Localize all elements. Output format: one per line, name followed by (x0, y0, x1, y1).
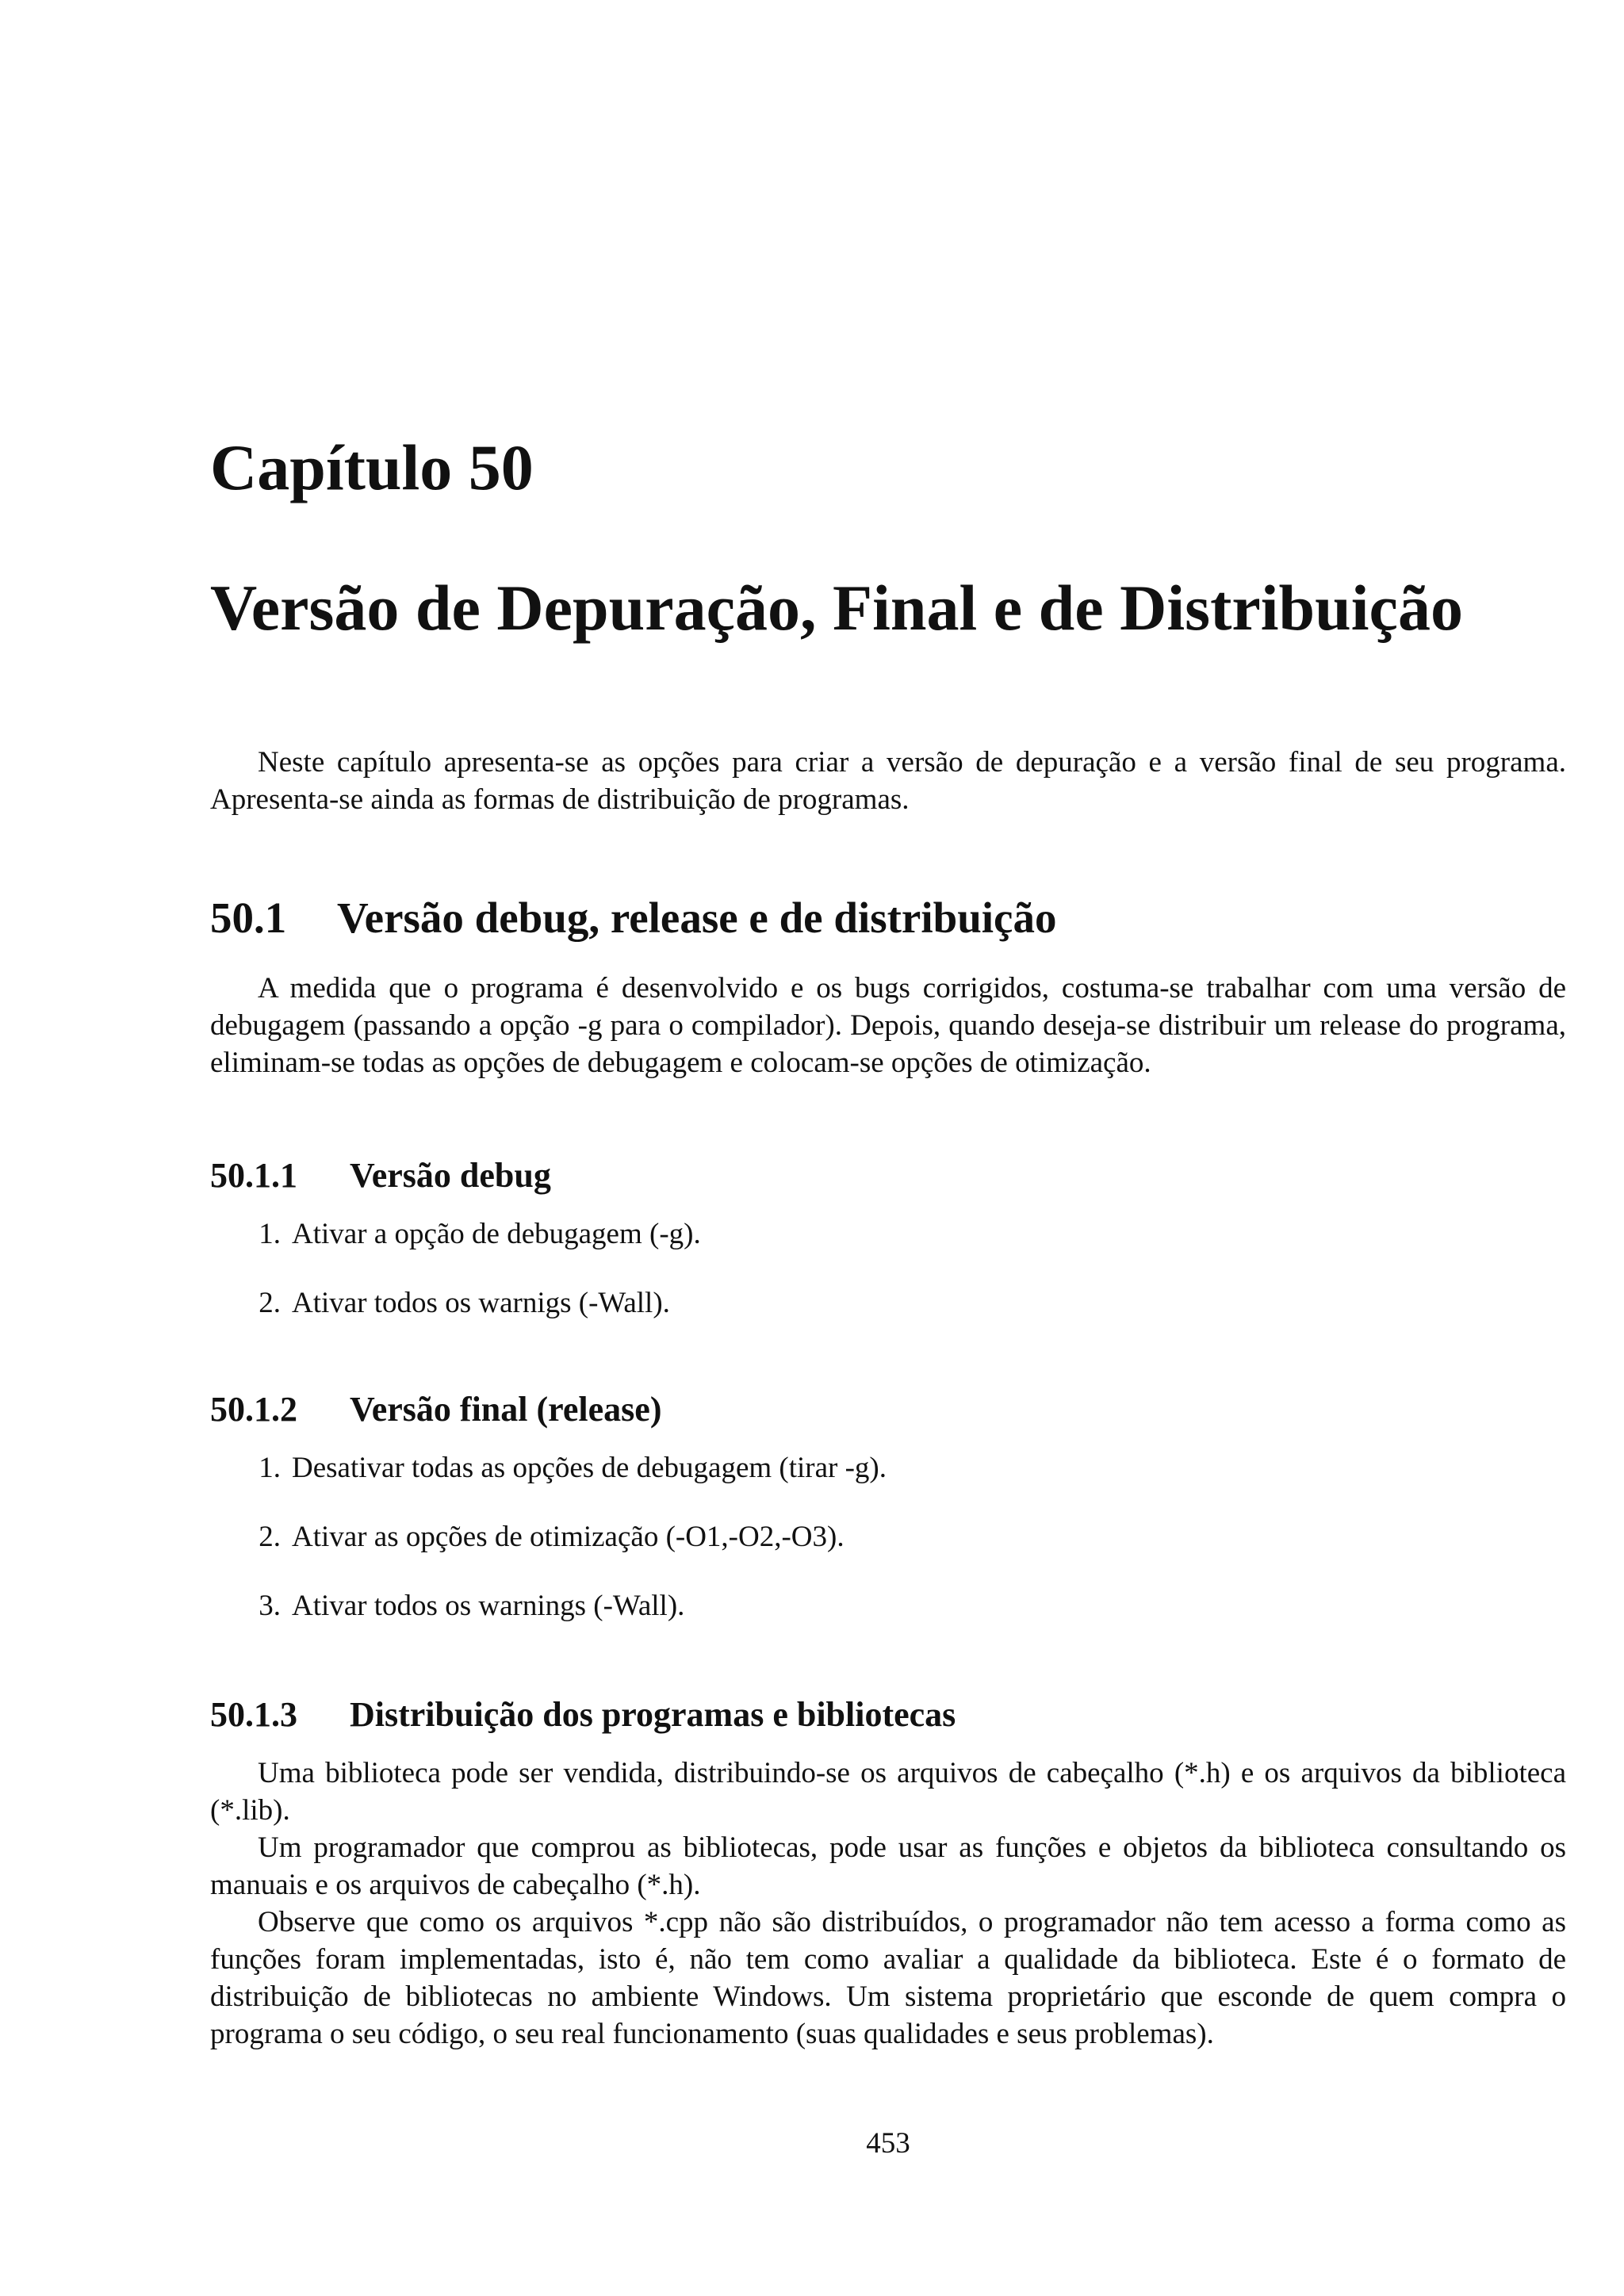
section-50-1 (210, 894, 1566, 1081)
section-title: Versão debug, release e de distribuição (337, 894, 1057, 942)
list-item-number: 2. (259, 1520, 281, 1553)
section-heading (210, 894, 1566, 943)
list-item (210, 1587, 1566, 1624)
subsection-title: Distribuição dos programas e bibliotecas (350, 1695, 956, 1734)
list-item-text: Ativar todos os warnigs (-Wall). (292, 1286, 670, 1319)
chapter-label: Capítulo 50 (210, 431, 534, 503)
subsection-50-1-3 (210, 1695, 1566, 2053)
chapter-intro (210, 744, 1566, 818)
list-item (210, 1284, 1566, 1322)
list-item (210, 1215, 1566, 1253)
subsection-heading (210, 1390, 1566, 1430)
subsection-50-1-1 (210, 1156, 1566, 1353)
list-item-number: 1. (259, 1451, 281, 1484)
subsection-heading (210, 1695, 1566, 1735)
numbered-list (210, 1449, 1566, 1624)
list-item (210, 1518, 1566, 1556)
list-item-text: Ativar as opções de otimização (-O1,-O2,-O3). (292, 1520, 845, 1553)
numbered-list (210, 1215, 1566, 1322)
page-number: 453 (866, 2127, 910, 2160)
subsection-heading (210, 1156, 1566, 1196)
list-item (210, 1449, 1566, 1487)
section-number: 50.1 (210, 894, 287, 942)
list-item-number: 3. (259, 1589, 281, 1622)
body-paragraph: Uma biblioteca pode ser vendida, distribuindo-se os arquivos de cabeçalho (*.h) e os arquivos da biblioteca (*.lib). (210, 1756, 1566, 1827)
subsection-number: 50.1.3 (210, 1695, 297, 1734)
list-item-number: 2. (259, 1286, 281, 1319)
body-paragraph: Observe que como os arquivos *.cpp não são distribuídos, o programador não tem acesso a forma como as funções foram implementadas, isto é, não tem como avaliar a qualidade da biblioteca. Este é o formato de distribuição de bibliotecas no ambiente Windows. Um sistema proprietário que esconde de quem compra o programa o seu código, o seu real funcionamento (suas qualidades e seus problemas). (210, 1905, 1566, 2050)
intro-paragraph: Neste capítulo apresenta-se as opções para criar a versão de depuração e a versão final de seu programa. Apresenta-se ainda as formas de distribuição de programas. (210, 746, 1566, 816)
document-page (210, 0, 1566, 2296)
subsection-title: Versão final (release) (350, 1390, 662, 1429)
subsection-number: 50.1.1 (210, 1156, 297, 1195)
subsection-50-1-2 (210, 1390, 1566, 1656)
subsection-number: 50.1.2 (210, 1390, 297, 1429)
list-item-text: Ativar a opção de debugagem (-g). (292, 1217, 701, 1250)
chapter-title: Versão de Depuração, Final e de Distribuição (210, 572, 1463, 644)
list-item-number: 1. (259, 1217, 281, 1250)
section-paragraph: A medida que o programa é desenvolvido e os bugs corrigidos, costuma-se trabalhar com uma versão de debugagem (passando a opção -g para o compilador). Depois, quando deseja-se distribuir um release do programa, eliminam-se todas as opções de debugagem e colocam-se opções de otimização. (210, 971, 1566, 1079)
body-paragraph: Um programador que comprou as bibliotecas, pode usar as funções e objetos da biblioteca consultando os manuais e os arquivos de cabeçalho (*.h). (210, 1831, 1566, 1901)
subsection-title: Versão debug (350, 1156, 551, 1195)
list-item-text: Ativar todos os warnings (-Wall). (292, 1589, 685, 1622)
list-item-text: Desativar todas as opções de debugagem (tirar -g). (292, 1451, 887, 1484)
